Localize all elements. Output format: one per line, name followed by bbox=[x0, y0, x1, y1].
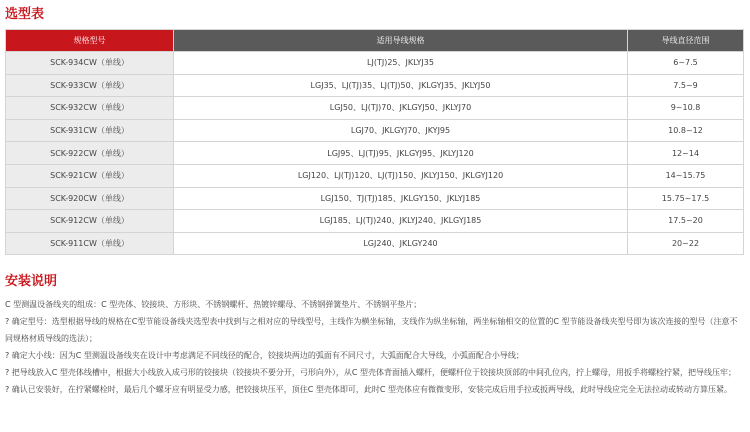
spec-cell: LGJ120、LJ(TJ)120、LJ(TJ)150、JKLYJ150、JKLGYJ120 bbox=[174, 164, 628, 187]
install-step-confirm: ? 确认已安装好，在拧紧螺栓时，最后几个螺牙应有明显受力感，把铰接块压平，顶住C 型壳体即可，此时C 型壳体应有微微变形，安装完成后用手拉或扳两导线，此时导线应完全无法拉动或转动方算压紧。 bbox=[5, 385, 733, 394]
spec-cell: LGJ150、TJ(TJ)185、JKLGY150、JKLYJ185 bbox=[174, 187, 628, 210]
spec-cell: LGJ50、LJ(TJ)70、JKLGYJ50、JKLYJ70 bbox=[174, 97, 628, 120]
install-composition: C 型测温设备线夹的组成：C 型壳体、铰接块、方形块、不锈钢螺杆、热镀锌螺母、不锈钢弹簧垫片、不锈钢平垫片； bbox=[5, 300, 422, 309]
range-cell: 17.5~20 bbox=[628, 210, 744, 233]
header-range: 导线直径范围 bbox=[628, 30, 744, 52]
model-cell: SCK-911CW（单线） bbox=[6, 232, 174, 255]
selection-table bbox=[5, 29, 744, 255]
range-cell: 10.8~12 bbox=[628, 119, 744, 142]
spec-cell: LGJ70、JKLGYJ70、JKYJ95 bbox=[174, 119, 628, 142]
install-notes bbox=[5, 296, 745, 398]
table-row bbox=[6, 164, 744, 187]
range-cell: 7.5~9 bbox=[628, 74, 744, 97]
range-cell: 14~15.75 bbox=[628, 164, 744, 187]
spec-cell: LGJ185、LJ(TJ)240、JKLYJ240、JKLGYJ185 bbox=[174, 210, 628, 233]
range-cell: 9~10.8 bbox=[628, 97, 744, 120]
install-step-insert: ? 把导线放入C 型壳体线槽中，根据大小线放入成弓形的铰接块（铰接块不要分开，弓形向外），从C 型壳体背面插入螺杆，便螺杆位于铰接块顶部的中间孔位内，拧上螺母，用扳手将螺栓拧紧，把导线压牢； bbox=[5, 368, 737, 377]
range-cell: 12~14 bbox=[628, 142, 744, 165]
install-title: 安装说明 bbox=[5, 274, 58, 289]
spec-cell: LGJ95、LJ(TJ)95、JKLGYJ95、JKLYJ120 bbox=[174, 142, 628, 165]
model-cell: SCK-933CW（单线） bbox=[6, 74, 174, 97]
model-cell: SCK-921CW（单线） bbox=[6, 164, 174, 187]
install-step-model: ? 确定型号：选型根据导线的规格在C型节能设备线夹选型表中找到与之相对应的导线型号，主线作为横坐标轴，支线作为纵坐标轴，两坐标轴相交的位置的C 型节能设备线夹型号即为该次连接的型号（注意不同规格材质导线的选法）； bbox=[5, 317, 738, 343]
table-row bbox=[6, 210, 744, 233]
table-row bbox=[6, 119, 744, 142]
table-row bbox=[6, 187, 744, 210]
header-spec: 适用导线规格 bbox=[174, 30, 628, 52]
range-cell: 20~22 bbox=[628, 232, 744, 255]
model-cell: SCK-922CW（单线） bbox=[6, 142, 174, 165]
spec-cell: LGJ35、LJ(TJ)35、LJ(TJ)50、JKLGYJ35、JKLYJ50 bbox=[174, 74, 628, 97]
model-cell: SCK-920CW（单线） bbox=[6, 187, 174, 210]
table-row bbox=[6, 74, 744, 97]
range-cell: 6~7.5 bbox=[628, 52, 744, 75]
table-header-row bbox=[6, 30, 744, 52]
table-row bbox=[6, 142, 744, 165]
model-cell: SCK-912CW（单线） bbox=[6, 210, 174, 233]
model-cell: SCK-932CW（单线） bbox=[6, 97, 174, 120]
spec-cell: LJ(TJ)25、JKLYJ35 bbox=[174, 52, 628, 75]
model-cell: SCK-934CW（单线） bbox=[6, 52, 174, 75]
range-cell: 15.75~17.5 bbox=[628, 187, 744, 210]
header-model: 规格型号 bbox=[6, 30, 174, 52]
table-row bbox=[6, 97, 744, 120]
table-row bbox=[6, 52, 744, 75]
spec-cell: LGJ240、JKLGY240 bbox=[174, 232, 628, 255]
selection-title: 选型表 bbox=[5, 7, 45, 22]
table-row bbox=[6, 232, 744, 255]
install-step-size: ? 确定大小线：因为C 型测温设备线夹在设计中考虑满足不同线径的配合，铰接块两边的弧面有不同尺寸，大弧面配合大导线，小弧面配合小导线； bbox=[5, 351, 524, 360]
model-cell: SCK-931CW（单线） bbox=[6, 119, 174, 142]
